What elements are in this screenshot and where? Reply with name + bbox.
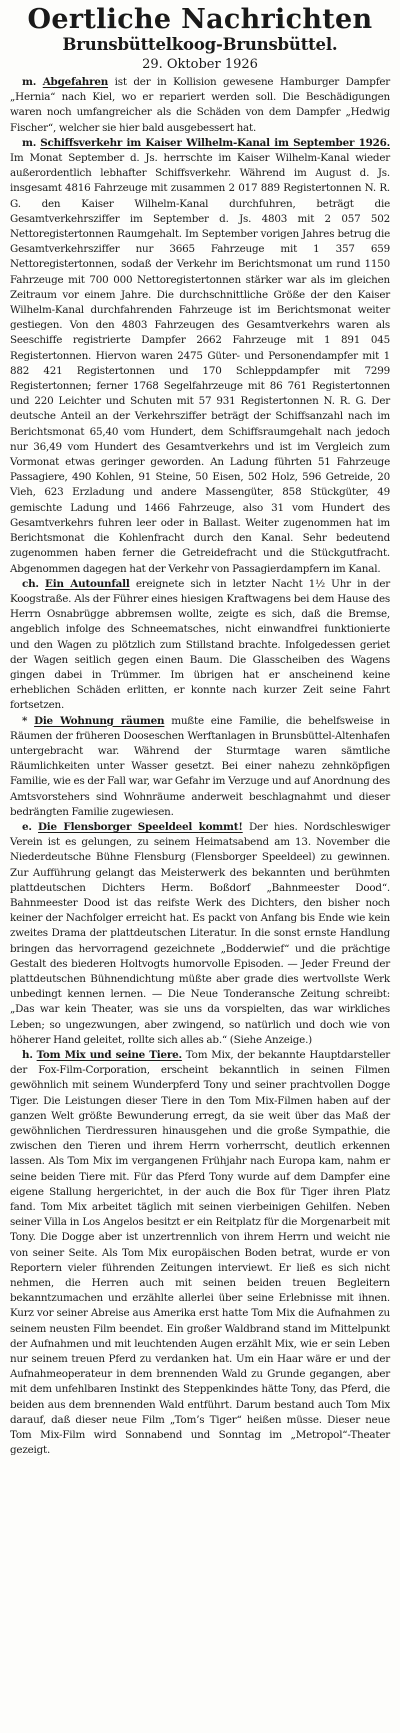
article-tom-mix: [10, 1048, 390, 1458]
article-body: Der hies. Nordschleswiger Verein ist es gelungen, zu seinem Heimatsabend am 13. November die Niederdeutsche Bühne Flensburg (Flensborger Speeldeel) zu gewinnen. Zur Aufführung gelangt das Meisterwerk des bekannten und berühmten plattdeutschen Dichters Herm. Boßdorf „Bahnmeester Dood“. Bahnmeester Dood ist das reifste Werk des Dichters, den bisher noch keiner der Nachfolger erreicht hat. Es packt von Anfang bis Ende wie kein zweites Drama der plattdeutschen Literatur. In die sonst ernste Handlung bringen das hervorragend gezeichnete „Bodderwief“ und die prächtige Gestalt des biederen Holtvogts humorvolle Episoden. — Jeder Freund der plattdeutschen Bühnendichtung müßte aber grade dies wertvollste Werk unbedingt kennen lernen. — Die Neue Tonderansche Zeitung schreibt: „Das war kein Theater, was sie uns da vorspielten, das war wirkliches Leben; so ungezwungen, aber zwingend, so natürlich und doch wie von höherer Hand geleitet, rollte sich alles ab.“ (Siehe Anzeige.): [10, 820, 391, 1046]
masthead: [10, 4, 390, 73]
issue-date: 29. Oktober 1926: [142, 57, 258, 72]
article-body: mußte eine Familie, die behelfsweise in Räumen der früheren Dooseschen Werftanlagen in Brunsbüttel-Altenhafen untergebracht war. Während der Sturmtage waren sämtliche Räumlichkeiten unter Wasser gesetzt. Bei einer nahezu zehnköpfigen Familie, wie es der Fall war, war Gefahr im Verzuge und auf Anordnung des Amtsvorstehers sind Wohnräume anderweit beschlagnahmt und dieser bedrängten Familie zugewiesen.: [10, 714, 390, 818]
article-abgefahren: [10, 75, 390, 136]
article-headline: Tom Mix und seine Tiere.: [36, 1049, 182, 1061]
article-marker: e.: [22, 820, 32, 833]
article-marker: m.: [22, 76, 37, 88]
article-marker: m.: [22, 136, 37, 149]
article-body: ereignete sich in letzter Nacht 1½ Uhr in der Koogstraße. Als der Führer eines hiesigen Kraftwagens bei dem Hause des Herrn Osnabrügge abbremsen wollte, zeigte es sich, daß die Bremse, angeblich infolge des Schneematsches, nicht einwandfrei funktionierte und den Wagen zu plötzlich zum Stillstand brachte. Infolgedessen geriet der Wagen seitlich gegen einen Baum. Die Glasscheiben des Wagens gingen dabei in Trümmer. Im übrigen hat er anscheinend keine erheblichen Schäden erlitten, er konnte nach kurzer Zeit seine Fahrt fortsetzen.: [10, 577, 390, 712]
article-speeldeel: [10, 820, 390, 1048]
article-body: Tom Mix, der bekannte Hauptdarsteller der Fox-Film-Corporation, erscheint bekanntlich in seinen Filmen gewöhnlich mit seinem Wunderpferd Tony und seiner prachtvollen Dogge Tiger. Die Leistungen dieser Tiere in den Tom Mix-Filmen haben auf der ganzen Welt größte Bewunderung erregt, da sie weit über das Maß der gewöhnlichen Tierdressuren hinausgehen und die große Sympathie, die zwischen den Tieren und ihrem Herrn vorherrscht, deutlich erkennen lassen. Als Tom Mix im vergangenen Frühjahr nach Europa kam, nahm er seine beiden Tiere mit. Für das Pferd Tony wurde auf dem Dampfer eine eigene Stallung hergerichtet, in der auch die Box für Tiger ihren Platz fand. Tom Mix arbeitet täglich mit seinen vierbeinigen Gehilfen. Neben seiner Villa in Los Angelos besitzt er ein Reitplatz für die Morgenarbeit mit Tony. Die Dogge aber ist unzertrennlich von ihrem Herrn und weicht nie von seiner Seite. Als Tom Mix europäischen Boden betrat, wurde er von Reportern vieler führenden Zeitungen interviewt. Er ließ es sich nicht nehmen, die Herren auch mit seinen beiden treuen Begleitern bekanntzumachen und erzählte allerlei über seine Erlebnisse mit ihnen. Kurz vor seiner Abreise aus Amerika erst hatte Tom Mix die Aufnahmen zu seinem neusten Film beendet. Ein großer Waldbrand stand im Mittelpunkt der Aufnahmen und mit leuchtenden Augen erzählt Mix, wie er sein Leben nur seinem treuen Pferd zu verdanken hat. Um ein Haar wäre er und der Aufnahmeoperateur in dem brennenden Wald zu Grunde gegangen, aber mit dem unfehlbaren Instinkt des Steppenkindes hätte Tony, das Pferd, die beiden aus dem brennenden Wald entführt. Darum bestand auch Tom Mix darauf, daß dieser neue Film „Tom’s Tiger“ heißen müsse. Dieser neue Tom Mix-Film wird Sonnabend und Sonntag im „Metropol“-Theater gezeigt.: [10, 1049, 390, 1457]
section-subtitle: Brunsbüttelkoog-Brunsbüttel.: [62, 35, 338, 54]
article-headline: Die Flensborger Speeldeel kommt!: [38, 820, 243, 833]
article-wohnung: [10, 714, 390, 820]
article-schiffsverkehr: [10, 136, 390, 577]
article-headline: Schiffsverkehr im Kaiser Wilhelm-Kanal im September 1926.: [40, 136, 390, 149]
article-headline: Abgefahren: [42, 76, 109, 88]
article-body: Im Monat September d. Js. herrschte im Kaiser Wilhelm-Kanal wieder außerordentlich lebhafter Schiffsverkehr. Während im August d. Js. insgesamt 4816 Fahrzeuge mit zusammen 2 017 889 Registertonnen N. R. G. den Kaiser Wilhelm-Kanal durchfuhren, beträgt die Gesamtverkehrsziffer im September d. Js. 4803 mit 2 057 502 Nettoregistertonnen Raumgehalt. Im September vorigen Jahres betrug die Gesamtverkehrsziffer nur 3665 Fahrzeuge mit 1 357 659 Nettoregistertonnen, sodaß der Verkehr im Berichtsmonat um rund 1150 Fahrzeuge mit 700 000 Nettoregistertonnen stärker war als im gleichen Zeitraum vor einem Jahre. Die durchschnittliche Größe der den Kaiser Wilhelm-Kanal durchfahrenden Fahrzeuge ist im Berichtsmonat weiter gestiegen. Von den 4803 Fahrzeugen des Gesamtverkehrs waren als Seeschiffe registrierte Dampfer 2662 Fahrzeuge mit 1 891 045 Registertonnen. Hiervon waren 2475 Güter- und Personendampfer mit 1 882 421 Registertonnen und 170 Schleppdampfer mit 7299 Registertonnen; ferner 1768 Segelfahrzeuge mit 86 761 Registertonnen und 220 Leichter und Schuten mit 57 931 Registertonnen N. R. G. Der deutsche Anteil an der Verkehrsziffer beträgt der Schiffsanzahl nach im Berichtsmonat 65,40 vom Hundert, dem Schiffsraumgehalt nach jedoch nur 36,49 vom Hundert des Gesamtverkehrs und ist im Vergleich zum Vormonat etwas geringer geworden. An Ladung führten 51 Fahrzeuge Passagiere, 490 Kohlen, 91 Steine, 50 Eisen, 502 Holz, 596 Getreide, 20 Vieh, 623 Erzladung und andere Massengüter, 858 Stückgüter, 49 gemischte Ladung und 1466 Fahrzeuge, also 31 vom Hundert des Gesamtverkehrs fuhren leer oder in Ballast. Weiter zugenommen hat im Berichtsmonat die Kohlenfracht durch den Kanal. Sehr bedeutend zugenommen haben ferner die Getreidefracht und die Stückgutfracht. Abgenommen dagegen hat der Verkehr von Passagierdampfern im Kanal.: [10, 152, 390, 575]
article-headline: Ein Autounfall: [45, 577, 130, 590]
article-body: ist der in Kollision gewesene Hamburger Dampfer „Hernia“ nach Kiel, wo er repariert werden soll. Die Beschädigungen waren noch umfangreicher als die Schäden von dem Dampfer „Hedwig Fischer“, welcher sie hier bald ausgebessert hat.: [10, 76, 390, 134]
article-marker: *: [22, 714, 28, 727]
article-marker: h.: [22, 1049, 33, 1061]
section-title: Oertliche Nachrichten: [27, 4, 373, 35]
article-autounfall: [10, 577, 390, 714]
article-headline: Die Wohnung räumen: [34, 714, 165, 727]
article-marker: ch.: [22, 577, 39, 590]
